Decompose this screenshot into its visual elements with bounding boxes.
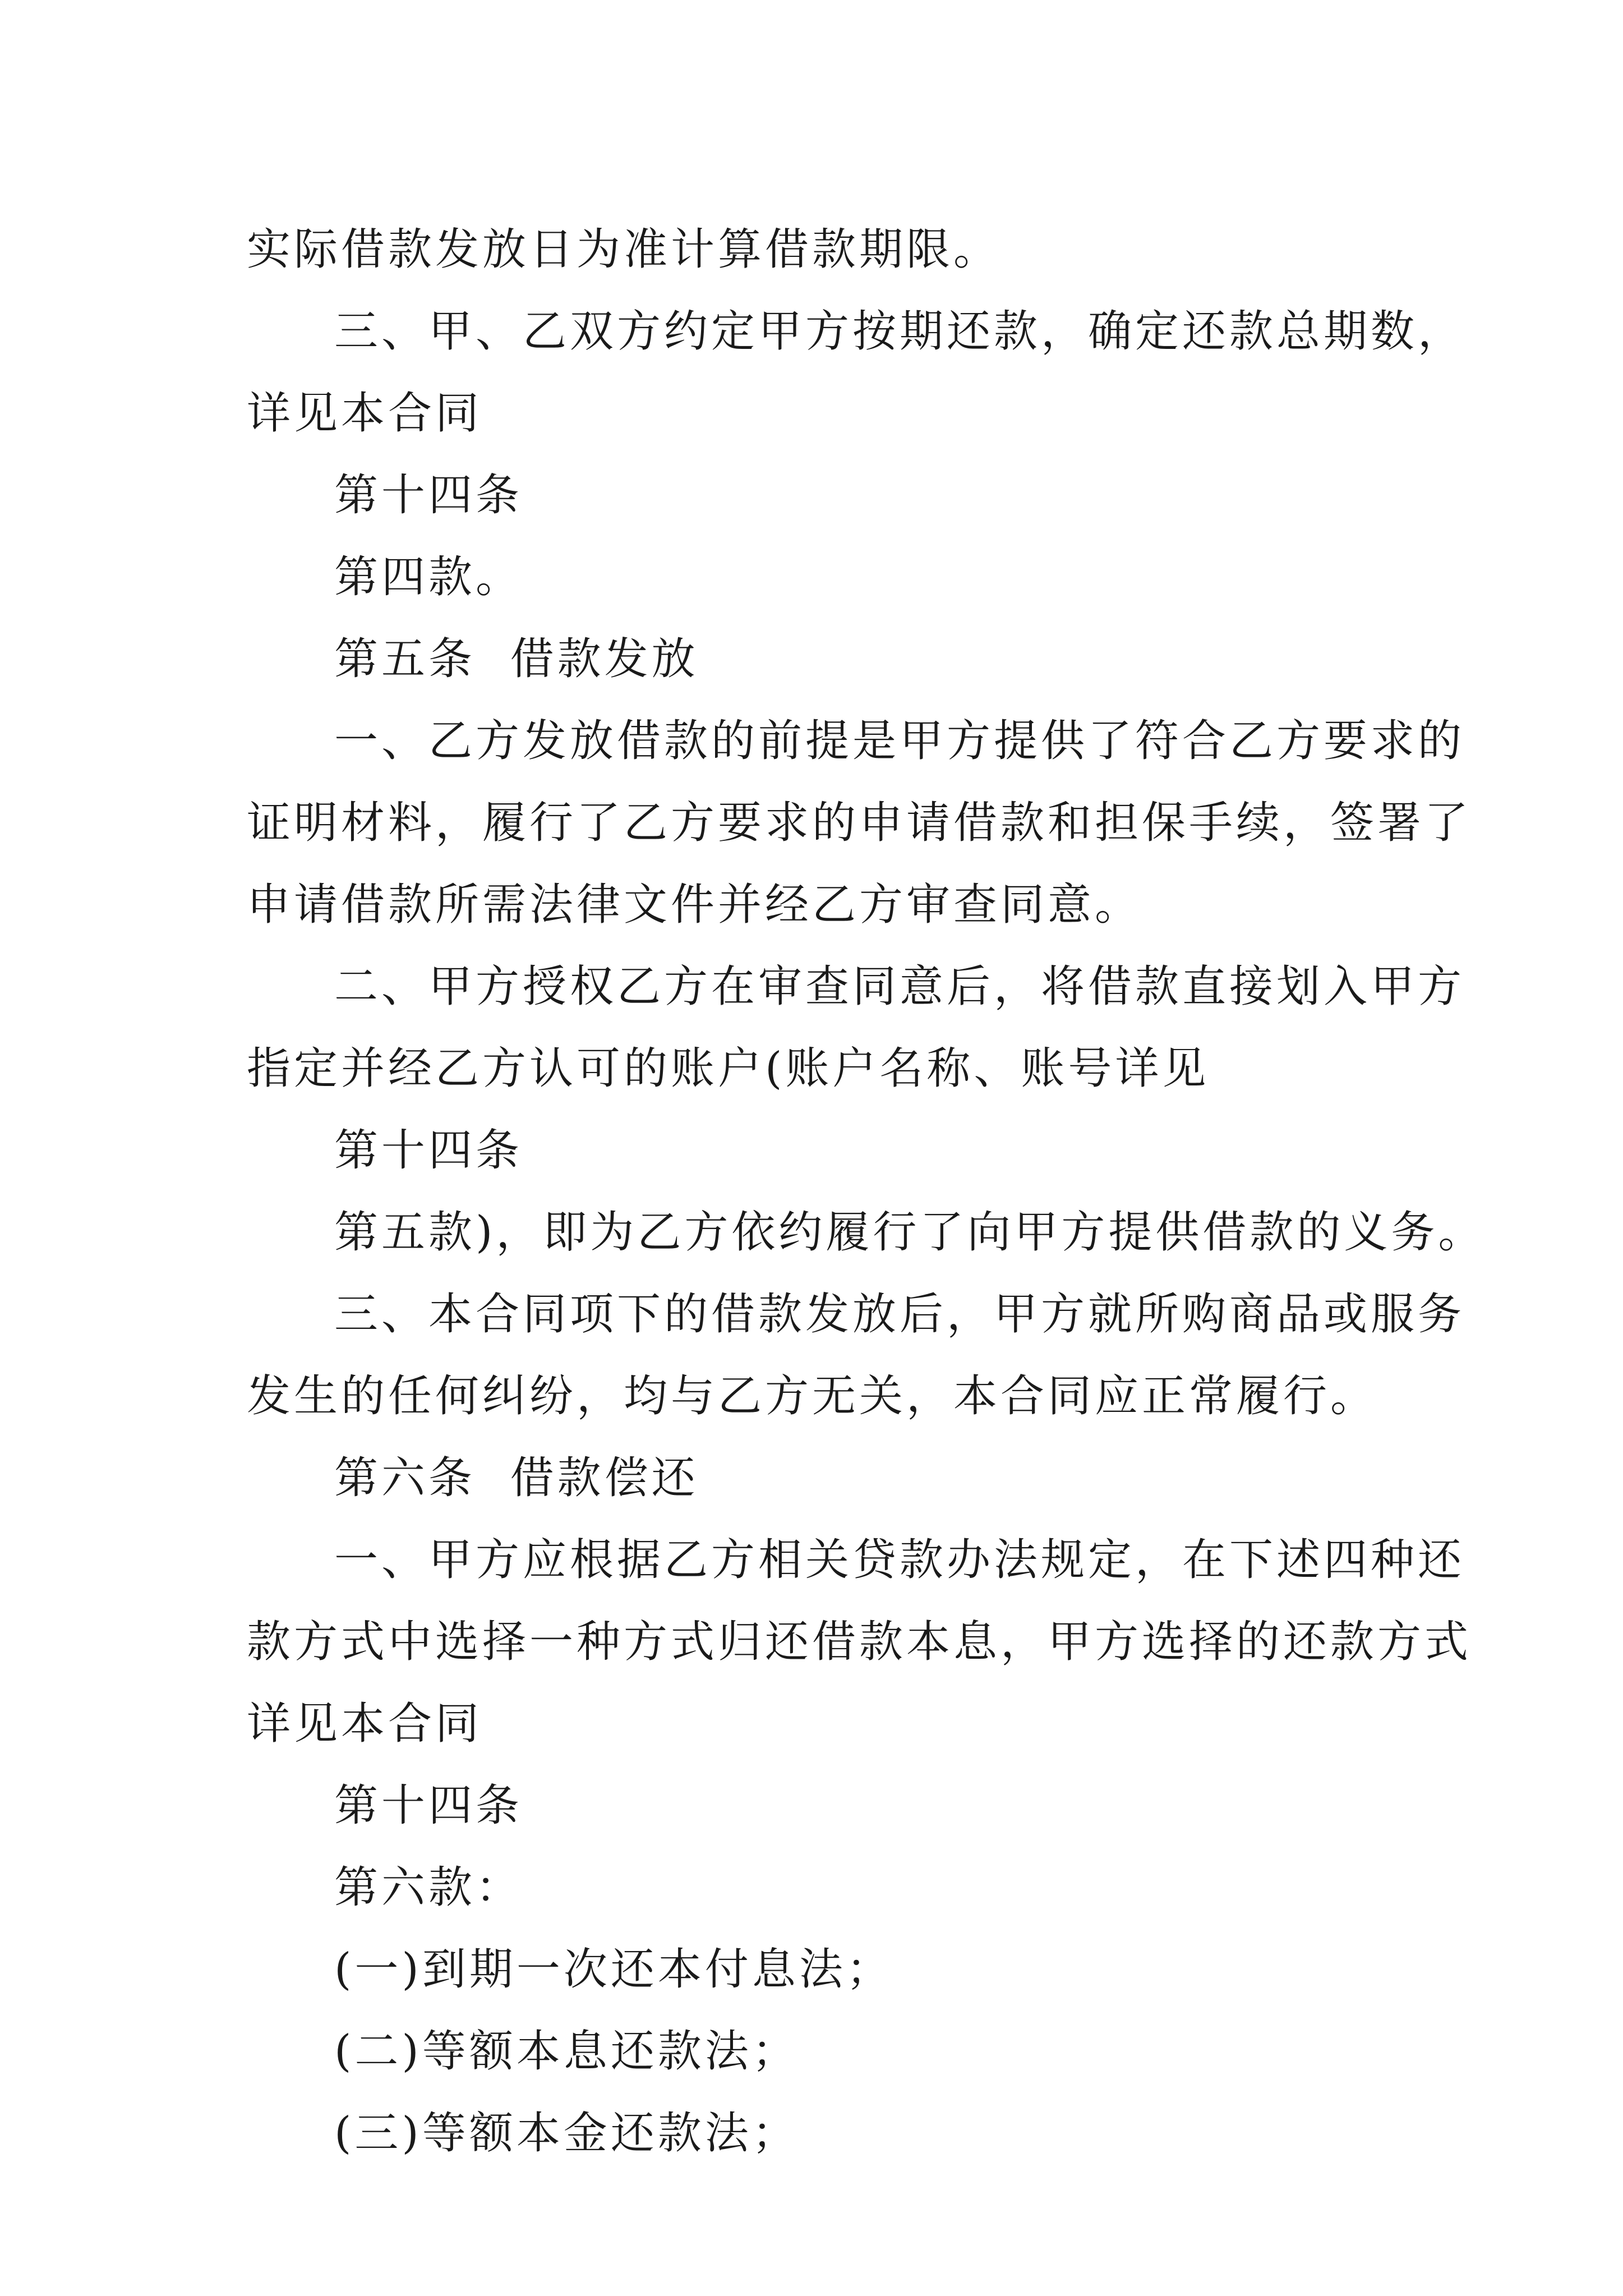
text-line: 第五款)，即为乙方依约履行了向甲方提供借款的义务。 (334, 1207, 1486, 1258)
text-line: 详见本合同 (247, 1699, 483, 1749)
text-line: 第十四条 (334, 470, 523, 521)
text-line: 三、本合同项下的借款发放后，甲方就所购商品或服务 (334, 1289, 1465, 1340)
document-body (247, 209, 1486, 2174)
list-item: (二)等额本息还款法； (334, 2026, 799, 2077)
text-line: 款方式中选择一种方式归还借款本息，甲方选择的还款方式 (247, 1617, 1472, 1667)
text-line: 第十四条 (334, 1125, 523, 1176)
section-heading: 第五条 借款发放 (334, 634, 699, 684)
list-item: (一)到期一次还本付息法； (334, 1944, 893, 1995)
text-line: 三、甲、乙双方约定甲方按期还款，确定还款总期数， (334, 306, 1465, 357)
text-line: 第六款： (334, 1862, 523, 1913)
text-line: 证明材料，履行了乙方要求的申请借款和担保手续，签署了 (247, 798, 1472, 848)
text-line: 详见本合同 (247, 388, 483, 439)
list-item: (三)等额本金还款法； (334, 2108, 799, 2159)
text-line: 指定并经乙方认可的账户(账户名称、账号详见 (247, 1043, 1210, 1094)
section-heading: 第六条 借款偿还 (334, 1453, 699, 1503)
text-line: 实际借款发放日为准计算借款期限。 (247, 224, 1001, 275)
text-line: 一、甲方应根据乙方相关贷款办法规定，在下述四种还 (334, 1535, 1465, 1585)
text-line: 发生的任何纠纷，均与乙方无关，本合同应正常履行。 (247, 1371, 1378, 1421)
text-line: 一、乙方发放借款的前提是甲方提供了符合乙方要求的 (334, 716, 1465, 766)
text-line: 二、甲方授权乙方在审查同意后，将借款直接划入甲方 (334, 961, 1465, 1012)
text-line: 第四款。 (334, 552, 523, 602)
text-line: 第十四条 (334, 1780, 523, 1831)
text-line: 申请借款所需法律文件并经乙方审查同意。 (247, 880, 1142, 930)
